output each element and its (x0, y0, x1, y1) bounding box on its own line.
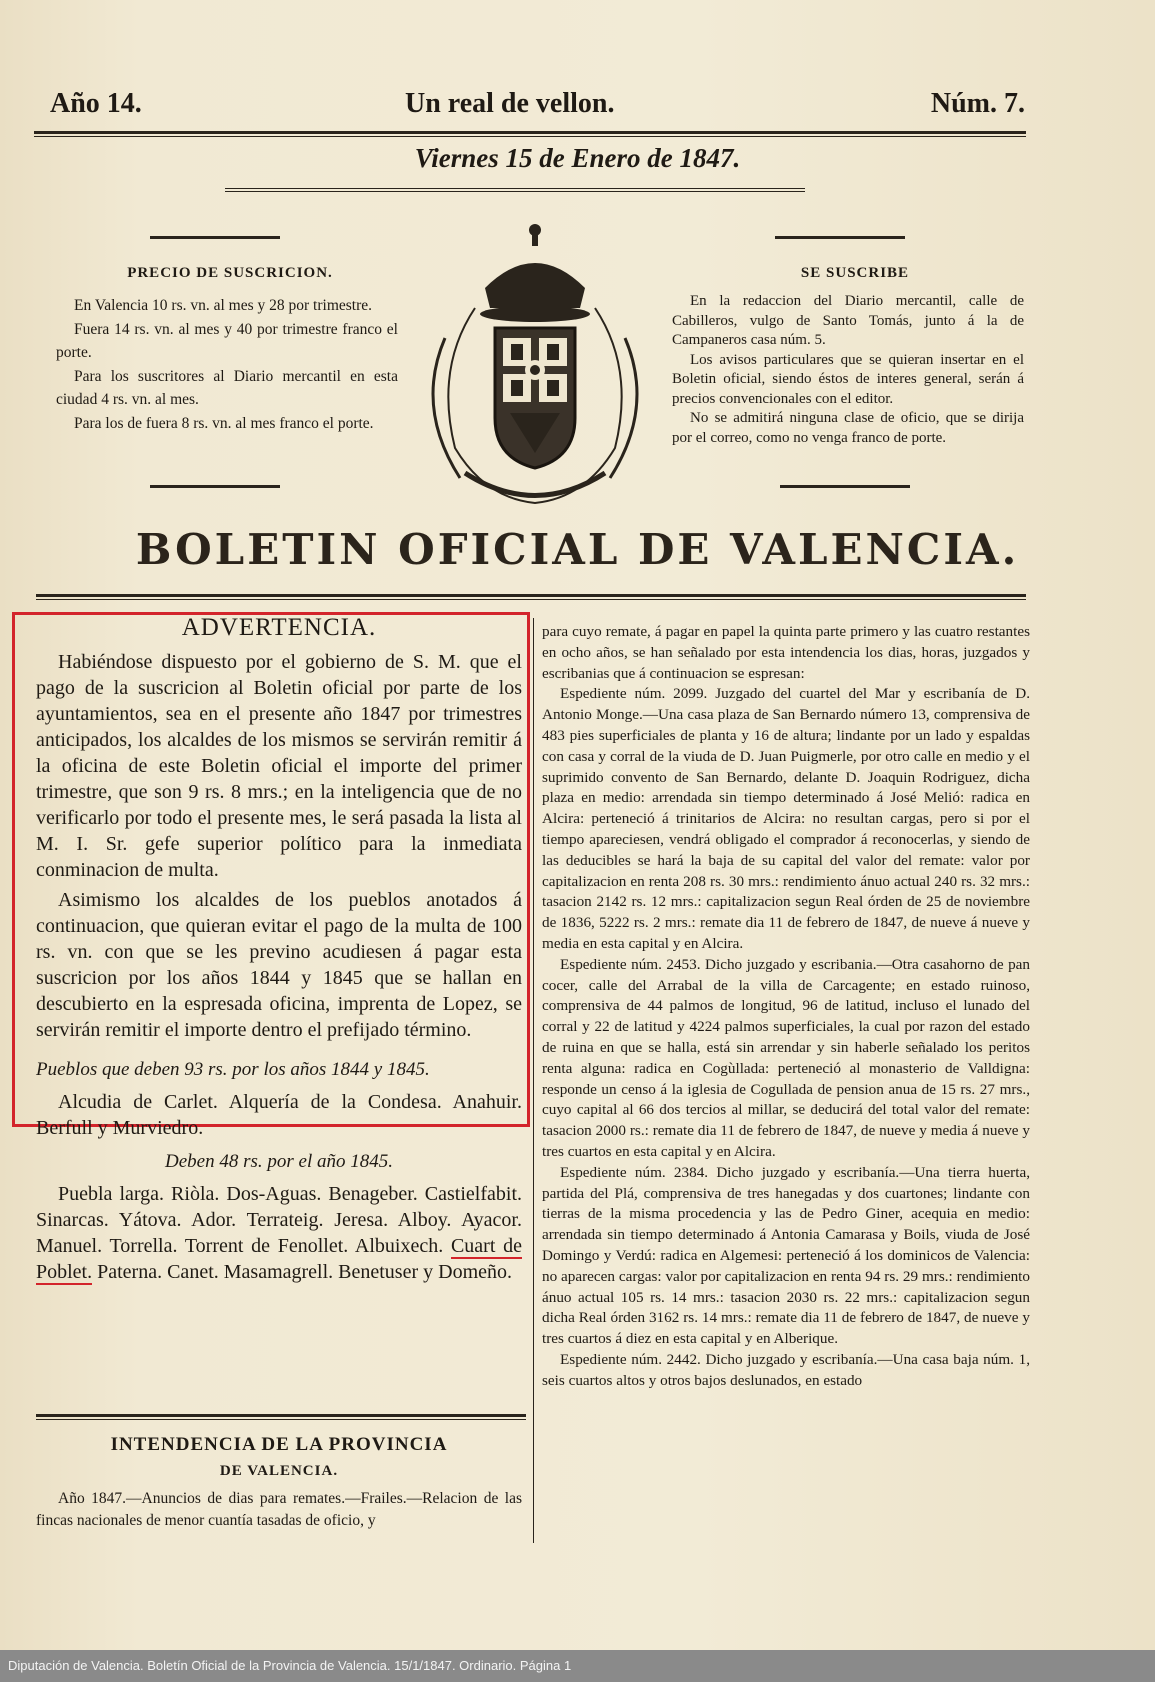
towns-heading-1: Pueblos que deben 93 rs. por los años 1844 y 1845. (36, 1059, 430, 1080)
subscribe-paragraph: Los avisos particulares que se quieran insertar en el Boletin oficial, siendo éstos de interes general, serán á precios convencionales con el editor. (672, 351, 1024, 407)
subscribe-paragraph: En la redaccion del Diario mercantil, calle de Cabilleros, vulgo de Santo Tomás, junto á la de Campaneros casa núm. 5. (672, 293, 1024, 348)
subscribe-title: SE SUSCRIBE (800, 265, 910, 281)
column-divider (533, 618, 534, 1543)
subscribe-box-rule-bottom (780, 485, 910, 488)
masthead-rule (36, 594, 1026, 597)
intendencia-heading (36, 1432, 522, 1484)
date-rule-2 (225, 191, 805, 192)
towns-heading-2: Deben 48 rs. por el año 1845. (165, 1151, 393, 1172)
towns-list-2-end: Paterna. Canet. Masamagrell. Benetuser y Domeño. (97, 1261, 512, 1283)
intendencia-paragraph: Año 1847.—Anuncios de dias para remates.—Frailes.—Relacion de las fincas nacionales de menor cuantía tasadas de oficio, y (36, 1490, 522, 1529)
price-box-rule-bottom (150, 485, 280, 488)
masthead-rule-thin (36, 599, 1026, 600)
price-paragraph: En Valencia 10 rs. vn. al mes y 28 por trimestre. (74, 297, 373, 314)
royal-crest-icon (415, 218, 655, 518)
section-rule (36, 1414, 526, 1417)
right-paragraph: Espediente núm. 2384. Dicho juzgado y escribanía.—Una tierra huerta, partida del Plá, comprensiva de tres hanegadas y dos cuartones; lindante con tierras de la misma procedencia y las de Pedro Giner, acequia en medio: arrendada sin tiempo determinado á Antonia Camarasa y Boils, viuda de José Domingo y Verdú: radica en Algemesi: perteneció á los dominicos de Valencia: no aparecen cargas: valor por capitalizacion en renta 94 rs. 29 mrs.: rendimiento ánuo actual 105 rs. 14 mrs.: tasacion 2030 rs. 22 mrs.: capitalizacion segun dicha Real órden 3162 rs. 14 mrs.: remate dia 11 de febrero de 1847, de nueve y tres cuartos á diez en esta capital y en Alberique. (542, 1163, 1030, 1348)
advertencia-paragraph: Habiéndose dispuesto por el gobierno de S. M. que el pago de la suscricion al Boletin oficial por parte de los ayuntamientos, sea en el presente año 1847 por trimestres anticipados, los alcaldes de los mismos se servirán remitir á la oficina de este Boletin oficial el importe del primer trimestre, que son 9 rs. 8 mrs.; en la inteligencia que de no verificarlo por todo el presente mes, le será pasada la lista al M. I. Sr. gefe superior político para la inmediata conminacion de multa. (36, 651, 522, 881)
towns-list-2 (36, 1181, 522, 1285)
right-paragraph: Espediente núm. 2099. Juzgado del cuartel del Mar y escribanía de D. Antonio Monge.—Una casa plaza de San Bernardo número 13, comprensiva de 483 pies superficiales de planta y 16 de altura; lindante por un lado y espaldas con casa y corral de la viuda de D. Juan Puigmerle, por otro calle en medio y el suprimido convento de San Bernardo, delante D. Joaquin Rodriguez, dicha plaza en medio: arrendada sin tiempo determinado á José Melió: radica en Alcira: perteneció á trinitarios de Alcira: no resultan cargas, pero si por el tiempo apareciesen, vendrá obligado el comprador á reconocerlas, y siendo de las deducibles se hará la baja de su capital del valor del remate: valor por capitalizacion en renta 208 rs. 30 mrs.: rendimiento ánuo actual 240 rs. 32 mrs.: tasacion 2142 rs. 12 mrs.: capitalizacion segun Real órden de 25 de noviembre de 1836, 5222 rs. 2 mrs.: remate dia 11 de febrero de 1847, de nueve á nueve y media en esta capital y en Alcira. (542, 685, 1030, 952)
price-label: Un real de vellon. (405, 88, 615, 119)
advertencia-paragraph: Asimismo los alcaldes de los pueblos anotados á continuacion, que quieran evitar el pago de la multa de 100 rs. vn. con que se les previno acudiesen á pagar esta suscricion por los años 1844 y 1845 que se hallan en descubierto en la espresada oficina, imprenta de Lopez, se servirán remitir el importe dentro el prefijado término. (36, 889, 522, 1041)
price-paragraph: Para los de fuera 8 rs. vn. al mes franco el porte. (74, 414, 374, 432)
header-rule (34, 131, 1026, 134)
issue-date: Viernes 15 de Enero de 1847. (414, 143, 741, 173)
intendencia-body (36, 1488, 522, 1532)
right-paragraph: para cuyo remate, á pagar en papel la quinta parte primero y las cuatro restantes en ocho años, se han señalado por esta intendencia los dias, horas, juzgados y escribanias que á continuacion se espresan: (542, 623, 1030, 682)
header-line (50, 88, 1025, 128)
date-rule (225, 188, 805, 189)
towns-list-2-start: Puebla larga. Riòla. Dos-Aguas. Benageber. Castielfabit. Sinarcas. Yátova. Ador. Terrateig. Jeresa. Alboy. Ayacor. Manuel. Torrella. Torrent de Fenollet. Albuixech. (36, 1183, 522, 1257)
left-column (36, 615, 522, 1285)
right-paragraph: Espediente núm. 2453. Dicho juzgado y escribania.—Otra casahorno de pan cocer, calle del Arrabal de la villa de Carcagente; en estado ruinoso, comprensiva de 44 palmos de longitud, 96 de latitud, incluso el lunado del corral y 22 de latitud y 4224 palmos superficiales, la cual por razon del estado de ruina en que se halla, está sin arrendar y sin haberle señalado los peritos renta alguna: radica en Cogùllada: perteneció al monasterio de Valldigna: responde un censo á la iglesia de Cogullada de pension anua de 15 rs. 27 mrs., cuyo capital al 66 dos tercios al millar, se deducirá del total valor del remate: tasacion 2000 rs.: remate dia 11 de febrero de 1847, de nueve y media á nueve y tres cuartos en esta capital y en Alcira. (542, 955, 1030, 1160)
subscribe-text (672, 292, 1024, 448)
footer-caption: Diputación de Valencia. Boletín Oficial de la Provincia de Valencia. 15/1/1847. Ordinario. Página 1 (0, 1650, 1155, 1682)
right-column (542, 622, 1030, 1391)
highlighted-town: Cuart de Poblet. (36, 1235, 523, 1283)
advertencia-title: ADVERTENCIA. (181, 614, 377, 641)
price-box-rule-top (150, 236, 280, 239)
intendencia-title: INTENDENCIA DE LA PROVINCIA (110, 1434, 448, 1455)
right-paragraph: Espediente núm. 2442. Dicho juzgado y escribanía.—Una casa baja núm. 1, seis cuartos altos y otros bajos deslunados, en estado (542, 1350, 1030, 1389)
price-paragraph: Fuera 14 rs. vn. al mes y 40 por trimestre franco el porte. (56, 320, 398, 361)
price-paragraph: Para los suscritores al Diario mercantil en esta ciudad 4 rs. vn. al mes. (56, 367, 398, 408)
year-label: Año 14. (50, 88, 142, 119)
price-text (56, 294, 398, 435)
intendencia-subtitle: DE VALENCIA. (219, 1463, 339, 1479)
masthead-title: BOLETIN OFICIAL DE VALENCIA. (135, 525, 1020, 574)
section-rule-thin (36, 1419, 526, 1420)
towns-list-1: Alcudia de Carlet. Alquería de la Condesa. Anahuir. Berfull y Murviedro. (36, 1091, 522, 1139)
subscribe-box-rule-top (775, 236, 905, 239)
subscribe-paragraph: No se admitirá ninguna clase de oficio, que se dirija por el correo, como no venga franco de porte. (672, 410, 1024, 446)
header-rule-thin (34, 136, 1026, 137)
issue-number: Núm. 7. (930, 88, 1025, 119)
price-title: PRECIO DE SUSCRICION. (127, 265, 333, 281)
